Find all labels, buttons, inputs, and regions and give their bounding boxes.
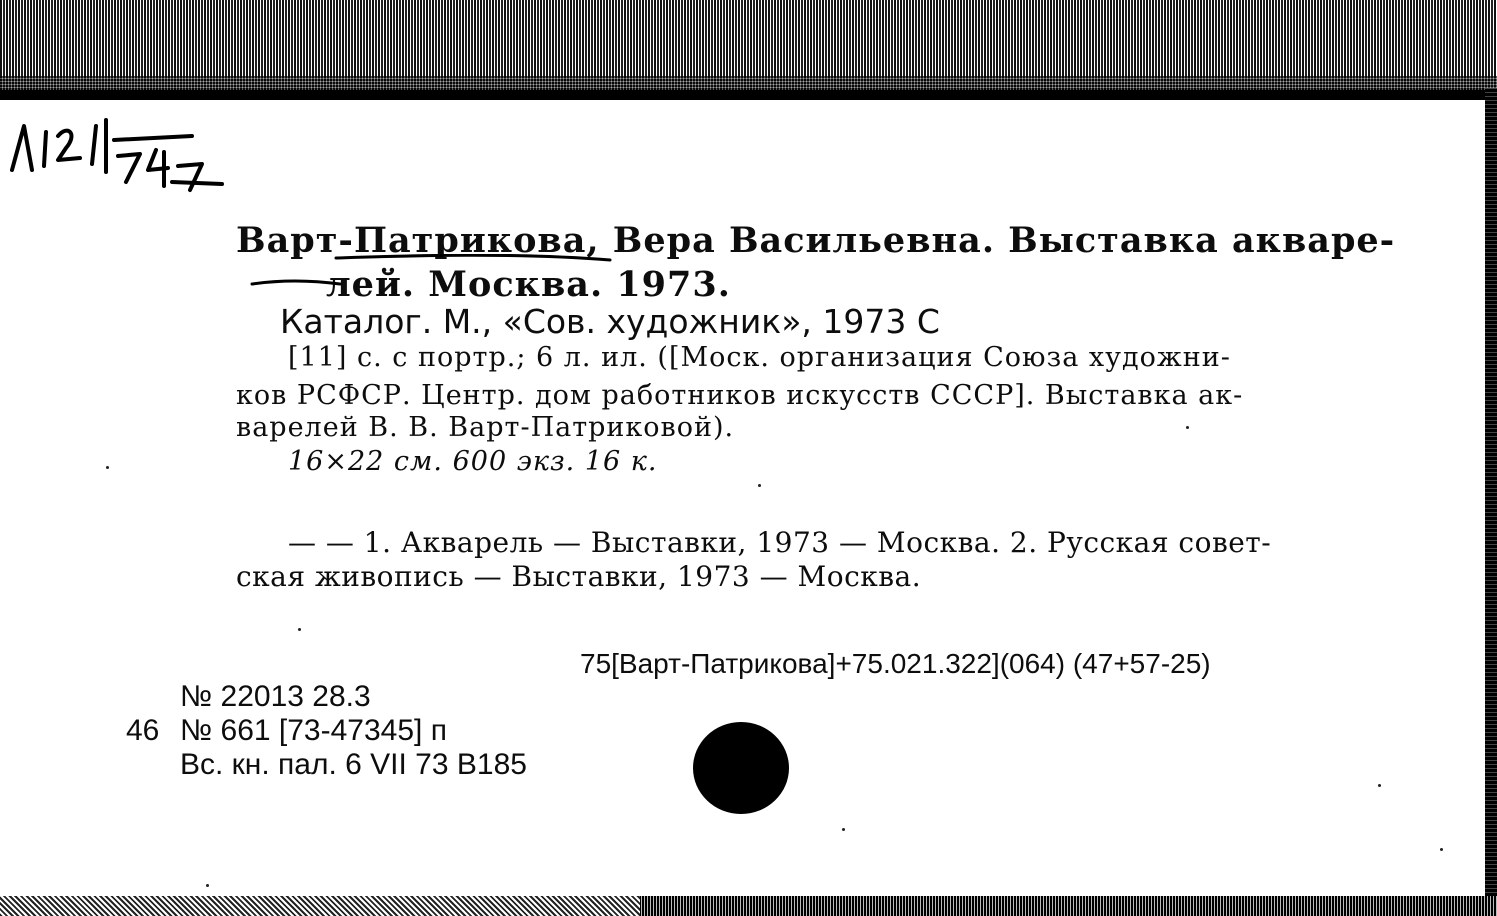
subject-line-1: — — 1. Акварель — Выставки, 1973 — Москва. 2. Русская совет-: [288, 526, 1272, 559]
scan-speck: [1378, 784, 1381, 787]
scan-speck: [106, 466, 109, 469]
scan-right-border: [1485, 88, 1497, 916]
scan-bottom-border: [0, 896, 1497, 916]
handwritten-call-number: [6, 112, 236, 202]
scan-speck: [758, 484, 761, 487]
order-number-prefix: 46: [126, 714, 160, 747]
title-line: Каталог. М., «Сов. художник», 1973 С: [280, 302, 940, 341]
card-top-edge: [0, 90, 1497, 100]
description-line-3: варелей В. В. Варт-Патриковой).: [236, 412, 735, 443]
scan-speck: [298, 628, 301, 631]
format-line: 16×22 см. 600 экз. 16 к.: [288, 446, 658, 477]
handwritten-underline-mark: [250, 254, 630, 292]
author-heading-line-1: Варт-Патрикова, Вера Васильевна. Выставка акваре-: [236, 220, 1396, 261]
scan-top-border: [0, 0, 1497, 96]
punch-hole: [693, 722, 789, 814]
subject-line-2: ская живопись — Выставки, 1973 — Москва.: [236, 560, 922, 593]
description-line-2: ков РСФСР. Центр. дом работников искусств СССР]. Выставка ак-: [236, 380, 1244, 411]
order-number-line: № 661 [73-47345] п: [180, 714, 447, 747]
scan-speck: [206, 884, 209, 887]
chamber-code-line: Вс. кн. пал. 6 VII 73 В185: [180, 748, 527, 781]
registration-number-line: № 22013 28.3: [180, 680, 371, 713]
scan-speck: [842, 828, 845, 831]
scan-speck: [1186, 426, 1189, 429]
description-line-1: [11] с. с портр.; 6 л. ил. ([Моск. организация Союза художни-: [288, 342, 1231, 373]
author-heading-line-2: лей. Москва. 1973.: [326, 264, 731, 305]
scan-speck: [1440, 848, 1443, 851]
classification-index: 75[Варт-Патрикова]+75.021.322](064) (47+57-25): [580, 648, 1211, 679]
